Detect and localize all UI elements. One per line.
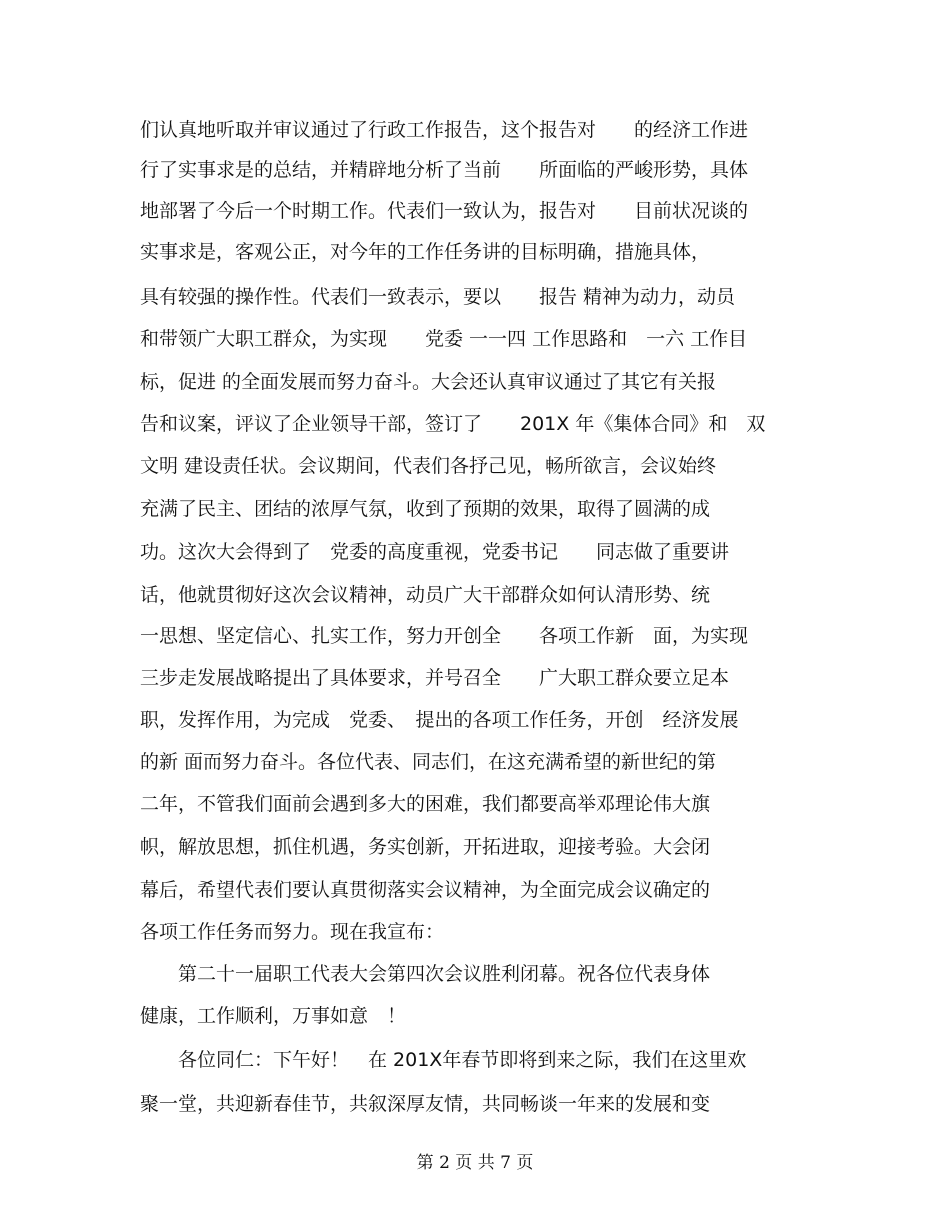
text-line: 聚一堂，共迎新春佳节，共叙深厚友情，共同畅谈一年来的发展和变 (140, 1093, 711, 1115)
text-line: 二年，不管我们面前会遇到多大的困难，我们都要高举邓理论伟大旗 (140, 793, 711, 815)
text-line: 文明 建设责任状。会议期间，代表们各抒己见，畅所欲言，会议始终 (140, 455, 717, 477)
text-line: 职，发挥作用，为完成 党委、 提出的各项工作任务，开创 经济发展 (140, 709, 739, 731)
text-line: 健康，工作顺利，万事如意 ！ (140, 1005, 407, 1027)
text-line: 行了实事求是的总结，并精辟地分析了当前 所面临的严峻形势，具体 (140, 159, 749, 181)
text-line: 具有较强的操作性。代表们一致表示，要以 报告 精神为动力，动员 (140, 286, 736, 308)
text-line: 和带领广大职工群众，为实现 党委 一一四 工作思路和 一六 工作目 (140, 328, 748, 350)
text-line: 三步走发展战略提出了具体要求，并号召全 广大职工群众要立足本 (140, 667, 730, 689)
text-line: 第二十一届职工代表大会第四次会议胜利闭幕。祝各位代表身体 (140, 963, 711, 985)
text-line: 标，促进 的全面发展而努力奋斗。大会还认真审议通过了其它有关报 (140, 371, 717, 393)
text-line: 话，他就贯彻好这次会议精神，动员广大干部群众如何认清形势、统 (140, 584, 711, 606)
text-line: 实事求是，客观公正，对今年的工作任务讲的目标明确，措施具体， (140, 241, 711, 263)
text-line: 幕后，希望代表们要认真贯彻落实会议精神，为全面完成会议确定的 (140, 879, 711, 901)
text-line: 各项工作任务而努力。现在我宣布： (140, 921, 445, 943)
page-number-footer: 第 2 页 共 7 页 (416, 1153, 534, 1173)
text-line: 充满了民主、团结的浓厚气氛，收到了预期的效果，取得了圆满的成 (140, 498, 711, 520)
text-line: 地部署了今后一个时期工作。代表们一致认为，报告对 目前状况谈的 (140, 200, 749, 222)
text-line: 告和议案，评议了企业领导干部，签订了 201X 年《集体合同》和 双 (140, 413, 766, 435)
text-line: 帜，解放思想，抓住机遇，务实创新，开拓进取，迎接考验。大会闭 (140, 836, 711, 858)
text-line: 们认真地听取并审议通过了行政工作报告，这个报告对 的经济工作进 (140, 119, 749, 141)
text-line: 各位同仁：下午好！ 在 201X年春节即将到来之际，我们在这里欢 (140, 1049, 747, 1071)
text-line: 功。这次大会得到了 党委的高度重视，党委书记 同志做了重要讲 (140, 541, 730, 563)
text-line: 一思想、坚定信心、扎实工作，努力开创全 各项工作新 面，为实现 (140, 625, 749, 647)
text-line: 的新 面而努力奋斗。各位代表、同志们，在这充满希望的新世纪的第 (140, 751, 717, 773)
